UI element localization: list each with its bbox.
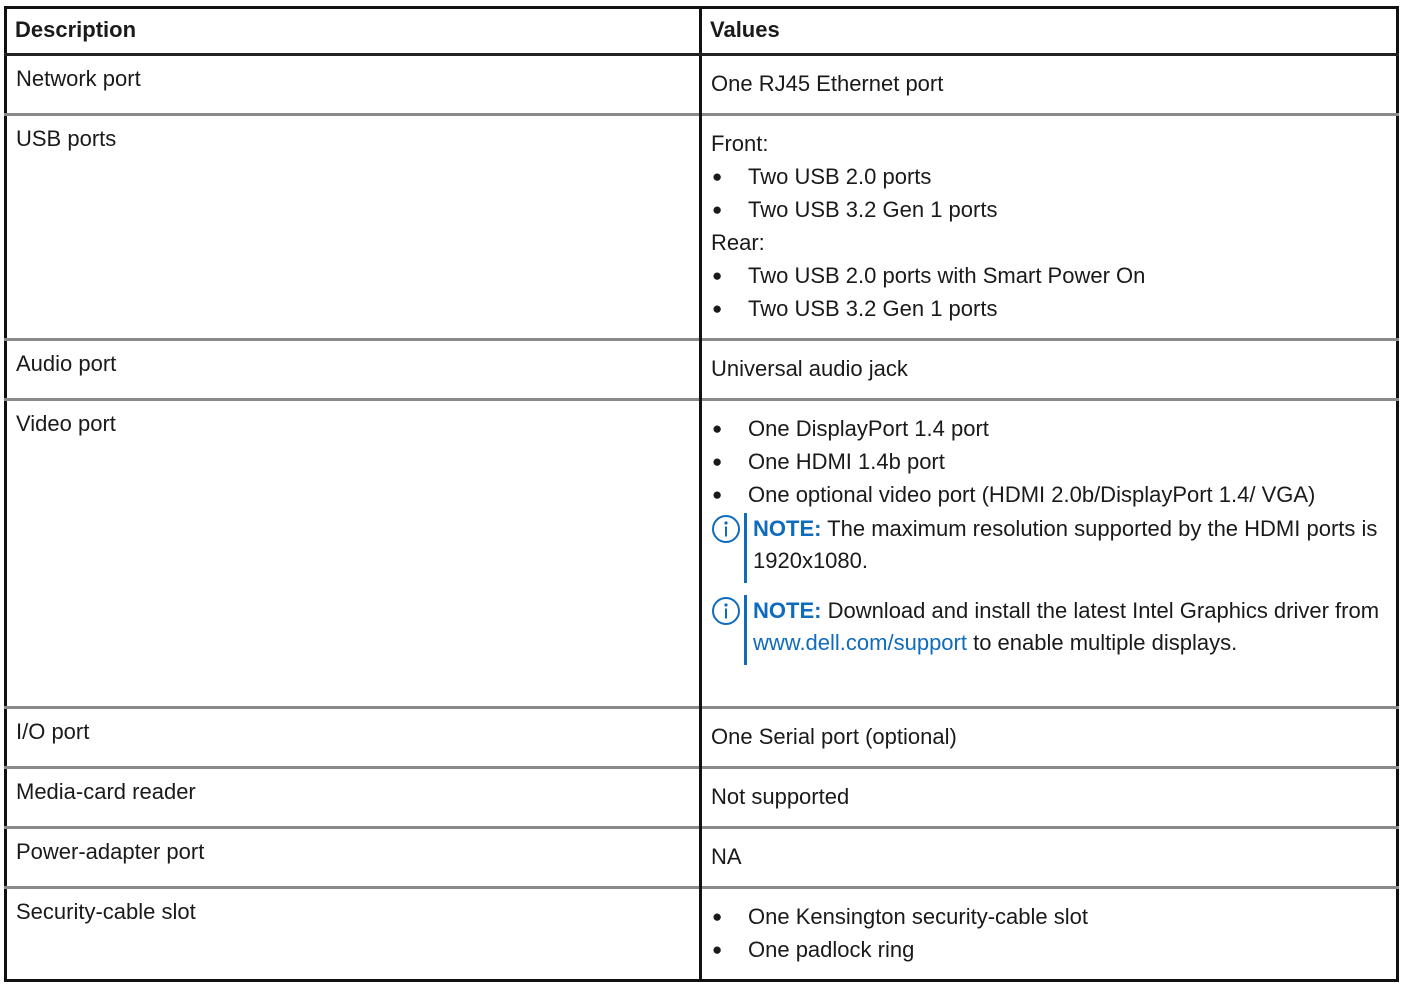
ports-specifications-table	[4, 6, 1399, 982]
row-value	[701, 115, 1398, 340]
list-item: ● One optional video port (HDMI 2.0b/DisplayPort 1.4/ VGA)	[711, 478, 1388, 511]
note-label: NOTE:	[753, 516, 822, 541]
row-value	[701, 400, 1398, 708]
note-label: NOTE:	[753, 598, 822, 623]
note-content: Download and install the latest Intel Graphics driver from	[821, 598, 1380, 623]
group-label: Rear:	[711, 230, 765, 255]
row-value	[701, 888, 1398, 981]
row-description: Security-cable slot	[6, 888, 701, 981]
table-row	[6, 888, 1398, 981]
row-description: Audio port	[6, 340, 701, 400]
row-description: I/O port	[6, 708, 701, 768]
list-item: ● One HDMI 1.4b port	[711, 445, 1388, 478]
row-value: Universal audio jack	[701, 340, 1398, 400]
list-item: ● One DisplayPort 1.4 port	[711, 412, 1388, 445]
info-circle-icon	[711, 596, 741, 626]
note-text	[744, 513, 1388, 583]
row-value: One RJ45 Ethernet port	[701, 55, 1398, 115]
header-values: Values	[701, 8, 1398, 55]
note-callout	[711, 595, 1388, 665]
row-value: One Serial port (optional)	[701, 708, 1398, 768]
table-row	[6, 340, 1398, 400]
bullet-list	[711, 259, 1388, 325]
note-text	[744, 595, 1388, 665]
list-item: ● Two USB 2.0 ports with Smart Power On	[711, 259, 1388, 292]
note-content: The maximum resolution supported by the HDMI ports is 1920x1080.	[753, 516, 1378, 573]
list-item: ● Two USB 3.2 Gen 1 ports	[711, 292, 1388, 325]
row-description: Media-card reader	[6, 768, 701, 828]
table-row	[6, 55, 1398, 115]
list-item: ● Two USB 2.0 ports	[711, 160, 1388, 193]
row-description: Power-adapter port	[6, 828, 701, 888]
bullet-list	[711, 412, 1388, 511]
list-item: ● Two USB 3.2 Gen 1 ports	[711, 193, 1388, 226]
row-description: Network port	[6, 55, 701, 115]
bullet-list	[711, 900, 1388, 966]
table-row	[6, 400, 1398, 708]
note-callout	[711, 513, 1388, 583]
list-item: ● One Kensington security-cable slot	[711, 900, 1388, 933]
note-content: to enable multiple displays.	[966, 630, 1238, 655]
header-description: Description	[6, 8, 701, 55]
table-row	[6, 768, 1398, 828]
bullet-list	[711, 160, 1388, 226]
row-value: Not supported	[701, 768, 1398, 828]
info-circle-icon	[711, 514, 741, 544]
row-description: USB ports	[6, 115, 701, 340]
row-value: NA	[701, 828, 1398, 888]
group-label: Front:	[711, 131, 769, 156]
table-row	[6, 828, 1398, 888]
table-row	[6, 708, 1398, 768]
dell-support-link[interactable]: www.dell.com/support	[753, 630, 967, 655]
table-header-row	[6, 8, 1398, 55]
row-description: Video port	[6, 400, 701, 708]
list-item: ● One padlock ring	[711, 933, 1388, 966]
table-row	[6, 115, 1398, 340]
